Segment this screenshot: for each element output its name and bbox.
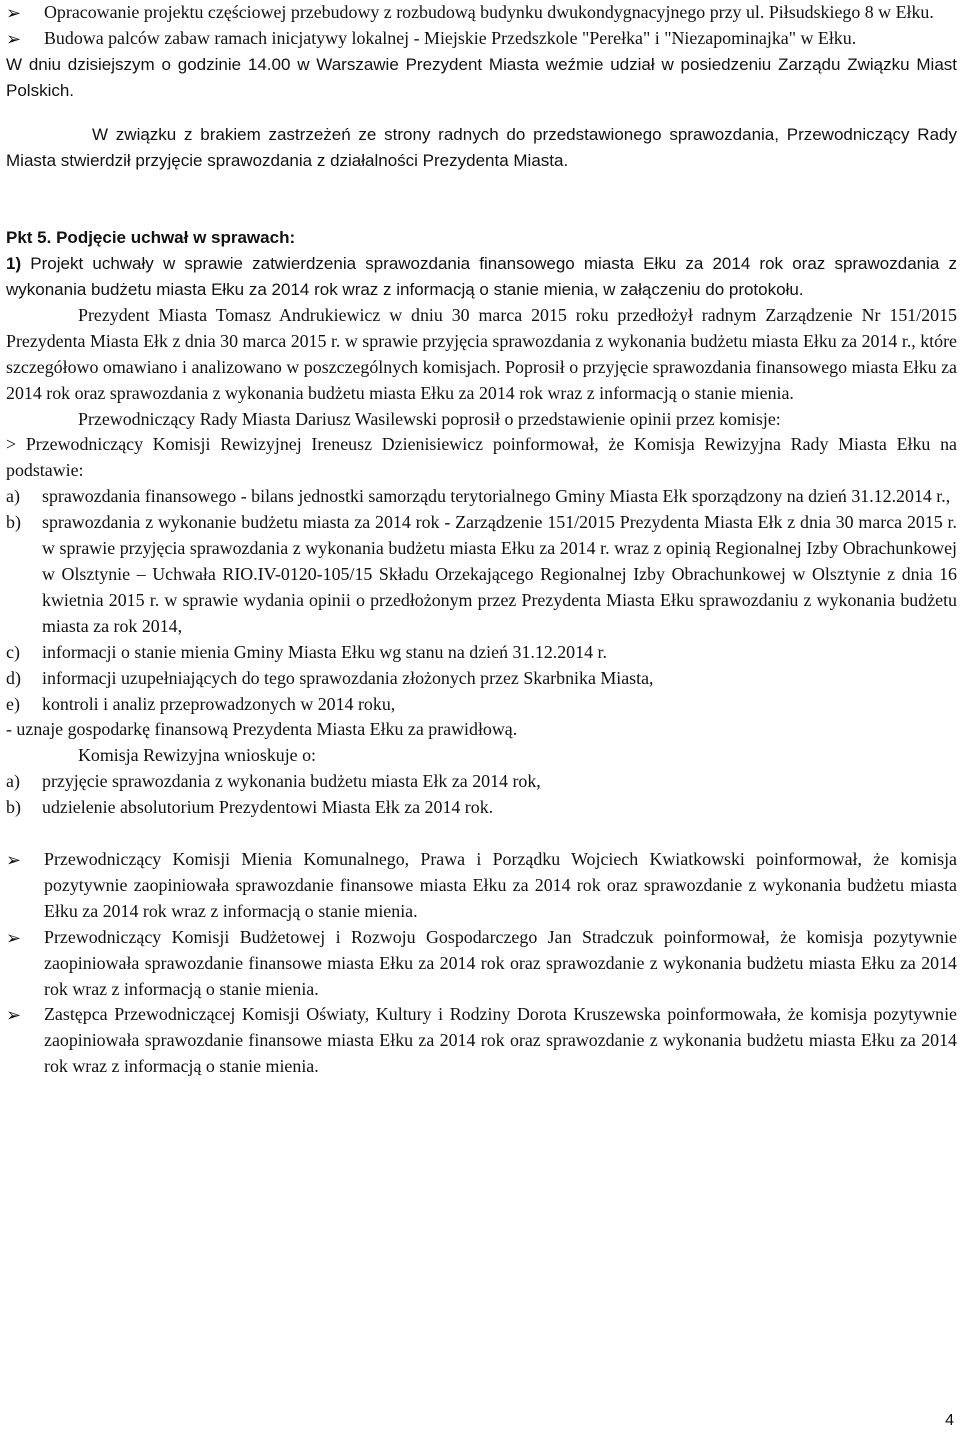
list-text: sprawozdania finansowego - bilans jednostki samorządu terytorialnego Gminy Miasta Ełk sporządzony na dzień 31.12.2014 r., (42, 486, 951, 507)
no-objections-paragraph: W związku z brakiem zastrzeżeń ze strony radnych do przedstawionego sprawozdania, Przewodniczący Rady Miasta stwierdził przyjęcie sprawozdania z działalności Prezydenta Miasta. (6, 124, 957, 170)
pkt5-title: Podjęcie uchwał w sprawach: (56, 228, 296, 248)
list-item (6, 769, 957, 795)
list-text: kontroli i analiz przeprowadzonych w 2014 roku, (42, 693, 396, 714)
pkt5-item (6, 251, 957, 303)
bullet-item (6, 0, 957, 26)
pkt5-label: Pkt 5. (6, 228, 52, 248)
audit-intro: > Przewodniczący Komisji Rewizyjnej Ireneusz Dzienisiewicz poinformował, że Komisja Rewizyjna Rady Miasta Ełku na podstawie: (6, 434, 957, 481)
bullet-text: Budowa palców zabaw ramach inicjatywy lokalnej - Miejskie Przedszkole "Perełka" i "Niezapominajka" w Ełku. (44, 27, 857, 48)
list-mark: d) (6, 667, 21, 688)
bullet-item (6, 26, 957, 52)
chairman-paragraph: Przewodniczący Rady Miasta Dariusz Wasilewski poprosił o przedstawienie opinii przez komisje: (78, 408, 781, 429)
pkt5-heading (6, 225, 957, 251)
list-mark: b) (6, 512, 21, 533)
list-mark: b) (6, 797, 21, 818)
arrow-bullet-icon: ➢ (6, 927, 22, 949)
audit-motion-intro: Komisja Rewizyjna wnioskuje o: (78, 745, 317, 766)
list-text: przyjęcie sprawozdania z wykonania budżetu miasta Ełk za 2014 rok, (42, 771, 541, 792)
list-item (6, 510, 957, 640)
bullet-text: Zastępca Przewodniczącej Komisji Oświaty, Kultury i Rodziny Dorota Kruszewska poinformowała, że komisja pozytywnie zaopiniowała sprawozdanie finansowe miasta Ełku za 2014 rok oraz sprawozdanie z wykonania budżetu miasta Ełku za 2014 rok wraz z informacją o stanie mienia. (44, 1004, 957, 1077)
document-page (6, 0, 957, 1440)
list-mark: a) (6, 486, 20, 507)
page-number: 4 (945, 1412, 954, 1429)
list-text: udzielenie absolutorium Prezydentowi Miasta Ełk za 2014 rok. (42, 797, 494, 818)
list-item (6, 640, 957, 666)
audit-conclusion: - uznaje gospodarkę finansową Prezydenta Miasta Ełku za prawidłową. (6, 719, 518, 740)
arrow-bullet-icon: ➢ (6, 1005, 22, 1027)
president-paragraph: Prezydent Miasta Tomasz Andrukiewicz w dniu 30 marca 2015 roku przedłożył radnym Zarządzenie Nr 151/2015 Prezydenta Miasta Ełk z dnia 30 marca 2015 r. w sprawie przyjęcia sprawozdania z wykonania budżetu miasta Ełku za 2014 r., które szczegółowo omawiano i analizowano w poszczególnych komisjach. Poprosił o przyjęcie sprawozdania finansowego miasta Ełku za 2014 rok oraz sprawozdania z wykonania budżetu miasta Ełku za 2014 rok wraz z informacją o stanie mienia. (6, 304, 957, 403)
list-text: sprawozdania z wykonanie budżetu miasta za 2014 rok - Zarządzenie 151/2015 Prezydenta Miasta Ełk z dnia 30 marca 2015 r. w sprawie przyjęcia sprawozdania z wykonania budżetu miasta Ełku za 2014 r. wraz z opinią Regionalnej Izby Obrachunkowej w Olsztynie – Uchwała RIO.IV-0120-105/15 Składu Orzekającego Regionalnej Izby Obrachunkowej w Olsztynie z dnia 16 kwietnia 2015 r. w sprawie wydania opinii o przedłożonym przez Prezydenta Miasta Ełku sprawozdaniu z wykonania budżetu miasta za rok 2014, (42, 512, 957, 636)
list-mark: c) (6, 641, 20, 662)
bullet-item (6, 847, 957, 925)
bullet-item (6, 1002, 957, 1080)
bullet-text: Przewodniczący Komisji Mienia Komunalnego, Prawa i Porządku Wojciech Kwiatkowski poinformował, że komisja pozytywnie zaopiniowała sprawozdanie finansowe miasta Ełku za 2014 rok oraz sprawozdanie z wykonania budżetu miasta Ełku za 2014 rok wraz z informacją o stanie mienia. (44, 848, 957, 921)
pkt5-item-number: 1) (6, 254, 22, 274)
list-item (6, 692, 957, 718)
bullet-text: Przewodniczący Komisji Budżetowej i Rozwoju Gospodarczego Jan Stradczuk poinformował, że komisja pozytywnie zaopiniowała sprawozdanie finansowe miasta Ełku za 2014 rok oraz sprawozdanie z wykonania budżetu miasta Ełku za 2014 rok wraz z informacją o stanie mienia. (44, 926, 957, 999)
list-text: informacji uzupełniających do tego sprawozdania złożonych przez Skarbnika Miasta, (42, 667, 654, 688)
list-item (6, 484, 957, 510)
pkt5-item-text: Projekt uchwały w sprawie zatwierdzenia sprawozdania finansowego miasta Ełku za 2014 rok oraz sprawozdania z wykonania budżetu miasta Ełku za 2014 rok wraz z informacją o stanie mienia, w załączeniu do protokołu. (6, 254, 957, 300)
list-item (6, 666, 957, 692)
bullet-item (6, 925, 957, 1003)
bullet-text: Opracowanie projektu częściowej przebudowy z rozbudową budynku dwukondygnacyjnego przy ul. Piłsudskiego 8 w Ełku. (44, 2, 934, 22)
list-item (6, 795, 957, 821)
arrow-bullet-icon: ➢ (6, 849, 22, 871)
warsaw-note: W dniu dzisiejszym o godzinie 14.00 w Warszawie Prezydent Miasta weźmie udział w posiedzeniu Zarządu Związku Miast Polskich. (6, 54, 957, 100)
arrow-bullet-icon: ➢ (6, 28, 22, 50)
list-mark: a) (6, 771, 20, 792)
list-text: informacji o stanie mienia Gminy Miasta Ełku wg stanu na dzień 31.12.2014 r. (42, 641, 607, 662)
arrow-bullet-icon: ➢ (6, 3, 22, 24)
list-mark: e) (6, 693, 20, 714)
